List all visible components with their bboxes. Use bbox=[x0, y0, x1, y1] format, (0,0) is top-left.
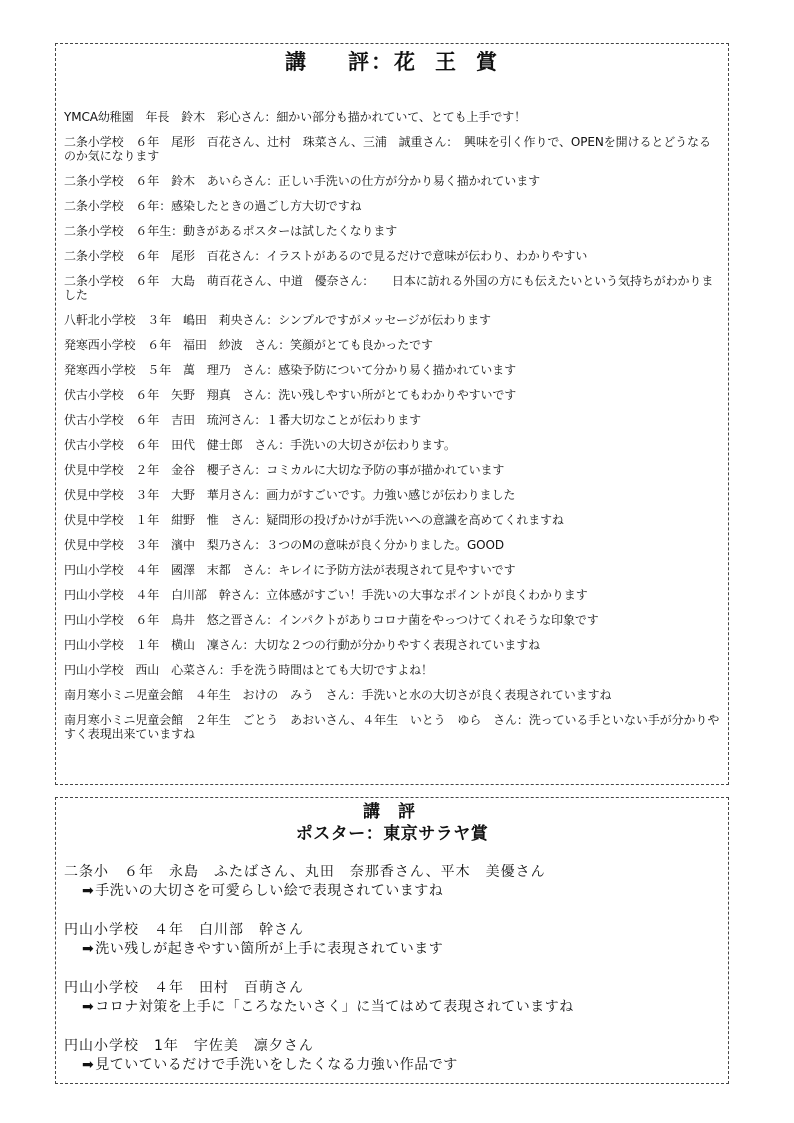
arrow-right-icon: ➡ bbox=[82, 941, 95, 957]
comment-item: 発寒西小学校 ６年 福田 紗波 さん：笑顔がとても良かったです bbox=[64, 338, 433, 352]
comment-item: 八軒北小学校 ３年 嶋田 莉央さん：シンプルですがメッセージが伝わります bbox=[64, 313, 491, 327]
title-char: 講 bbox=[285, 50, 308, 74]
award-recipient: 円山小学校 ４年 田村 百萌さん bbox=[64, 980, 304, 996]
award-recipient: 円山小学校 ４年 白川部 幹さん bbox=[64, 922, 304, 938]
award-comment bbox=[64, 998, 720, 1017]
section-title-review: 講 評 bbox=[363, 802, 421, 822]
award-comment-text: 洗い残しが起きやすい箇所が上手に表現されています bbox=[95, 941, 444, 957]
award-list bbox=[64, 862, 720, 1094]
comment-item: YMCA幼稚園 年長 鈴木 彩心さん：細かい部分も描かれていて、とても上手です！ bbox=[64, 110, 527, 124]
award-comment bbox=[64, 882, 720, 901]
title-char: 評：花 bbox=[348, 50, 417, 74]
award-recipient: 円山小学校 1年 宇佐美 凛夕さん bbox=[64, 1038, 314, 1054]
comment-item: 円山小学校 ６年 鳥井 悠之晋さん：インパクトがありコロナ菌をやっつけてくれそうな印象です bbox=[64, 613, 599, 627]
comment-item: 南月寒小ミニ児童会館 ２年生 ごとう あおいさん、４年生 いとう ゆら さん：洗っている手といない手が分かりやすく表現出来ていますね bbox=[64, 713, 720, 741]
comment-item: 二条小学校 ６年：感染したときの過ごし方大切ですね bbox=[64, 199, 362, 213]
arrow-right-icon: ➡ bbox=[82, 1057, 95, 1073]
comment-item: 二条小学校 ６年生：動きがあるポスターは試したくなります bbox=[64, 224, 398, 238]
award-item bbox=[64, 920, 720, 959]
award-item bbox=[64, 1036, 720, 1075]
comment-item: 伏古小学校 ６年 田代 健士郎 さん：手洗いの大切さが伝わります。 bbox=[64, 438, 456, 452]
saraya-award-section bbox=[55, 797, 729, 1084]
award-item bbox=[64, 978, 720, 1017]
comment-item: 伏古小学校 ６年 矢野 翔真 さん：洗い残しやすい所がとてもわかりやすいです bbox=[64, 388, 517, 402]
section-title-kao bbox=[56, 49, 728, 75]
award-comment-text: 手洗いの大切さを可愛らしい絵で表現されていますね bbox=[95, 883, 444, 899]
comment-item: 円山小学校 ４年 白川部 幹さん：立体感がすごい！手洗いの大事なポイントが良くわかります bbox=[64, 588, 588, 602]
title-char: 賞 bbox=[476, 50, 499, 74]
award-comment-text: コロナ対策を上手に「ころなたいさく」に当てはめて表現されていますね bbox=[95, 999, 574, 1015]
kao-award-section bbox=[55, 43, 729, 785]
comment-item: 二条小学校 ６年 尾形 百花さん：イラストがあるので見るだけで意味が伝わり、わかりやすい bbox=[64, 249, 588, 263]
comment-item: 伏見中学校 ３年 濱中 梨乃さん：３つのMの意味が良く分かりました。GOOD bbox=[64, 538, 504, 552]
comment-item: 円山小学校 ４年 國澤 末都 さん：キレイに予防方法が表現されて見やすいです bbox=[64, 563, 516, 577]
award-comment bbox=[64, 1056, 720, 1075]
comment-item: 二条小学校 ６年 大島 萌百花さん、中道 優奈さん： 日本に訪れる外国の方にも伝えたいという気持ちがわかりました bbox=[64, 274, 714, 302]
comment-item: 南月寒小ミニ児童会館 ４年生 おけの みう さん：手洗いと水の大切さが良く表現されていますね bbox=[64, 688, 612, 702]
comment-item: 伏古小学校 ６年 吉田 琉河さん：１番大切なことが伝わります bbox=[64, 413, 422, 427]
award-item bbox=[64, 862, 720, 901]
comment-item: 二条小学校 ６年 尾形 百花さん、辻村 珠菜さん、三浦 誠重さん： 興味を引く作りで、OPENを開けるとどうなるのか気になります bbox=[64, 135, 711, 163]
section-title-saraya: ポスター：東京サラヤ賞 bbox=[295, 824, 489, 844]
comment-item: 円山小学校 西山 心菜さん：手を洗う時間はとても大切ですよね！ bbox=[64, 663, 433, 677]
award-comment bbox=[64, 940, 720, 959]
comment-list bbox=[64, 110, 720, 752]
title-char: 王 bbox=[435, 50, 458, 74]
comment-item: 発寒西小学校 ５年 萬 理乃 さん：感染予防について分かり易く描かれています bbox=[64, 363, 516, 377]
arrow-right-icon: ➡ bbox=[82, 999, 95, 1015]
comment-item: 円山小学校 １年 横山 凜さん：大切な２つの行動が分かりやすく表現されていますね bbox=[64, 638, 541, 652]
arrow-right-icon: ➡ bbox=[82, 883, 95, 899]
comment-item: 伏見中学校 １年 紺野 惟 さん：疑問形の投げかけが手洗いへの意識を高めてくれますね bbox=[64, 513, 564, 527]
comment-item: 伏見中学校 ３年 大野 華月さん：画力がすごいです。力強い感じが伝わりました bbox=[64, 488, 516, 502]
comment-item: 伏見中学校 ２年 金谷 櫻子さん：コミカルに大切な予防の事が描かれています bbox=[64, 463, 505, 477]
award-recipient: 二条小 ６年 永島 ふたばさん、丸田 奈那香さん、平木 美優さん bbox=[64, 864, 546, 880]
comment-item: 二条小学校 ６年 鈴木 あいらさん：正しい手洗いの仕方が分かり易く描かれています bbox=[64, 174, 541, 188]
award-comment-text: 見ていているだけで手洗いをしたくなる力強い作品です bbox=[95, 1057, 458, 1073]
